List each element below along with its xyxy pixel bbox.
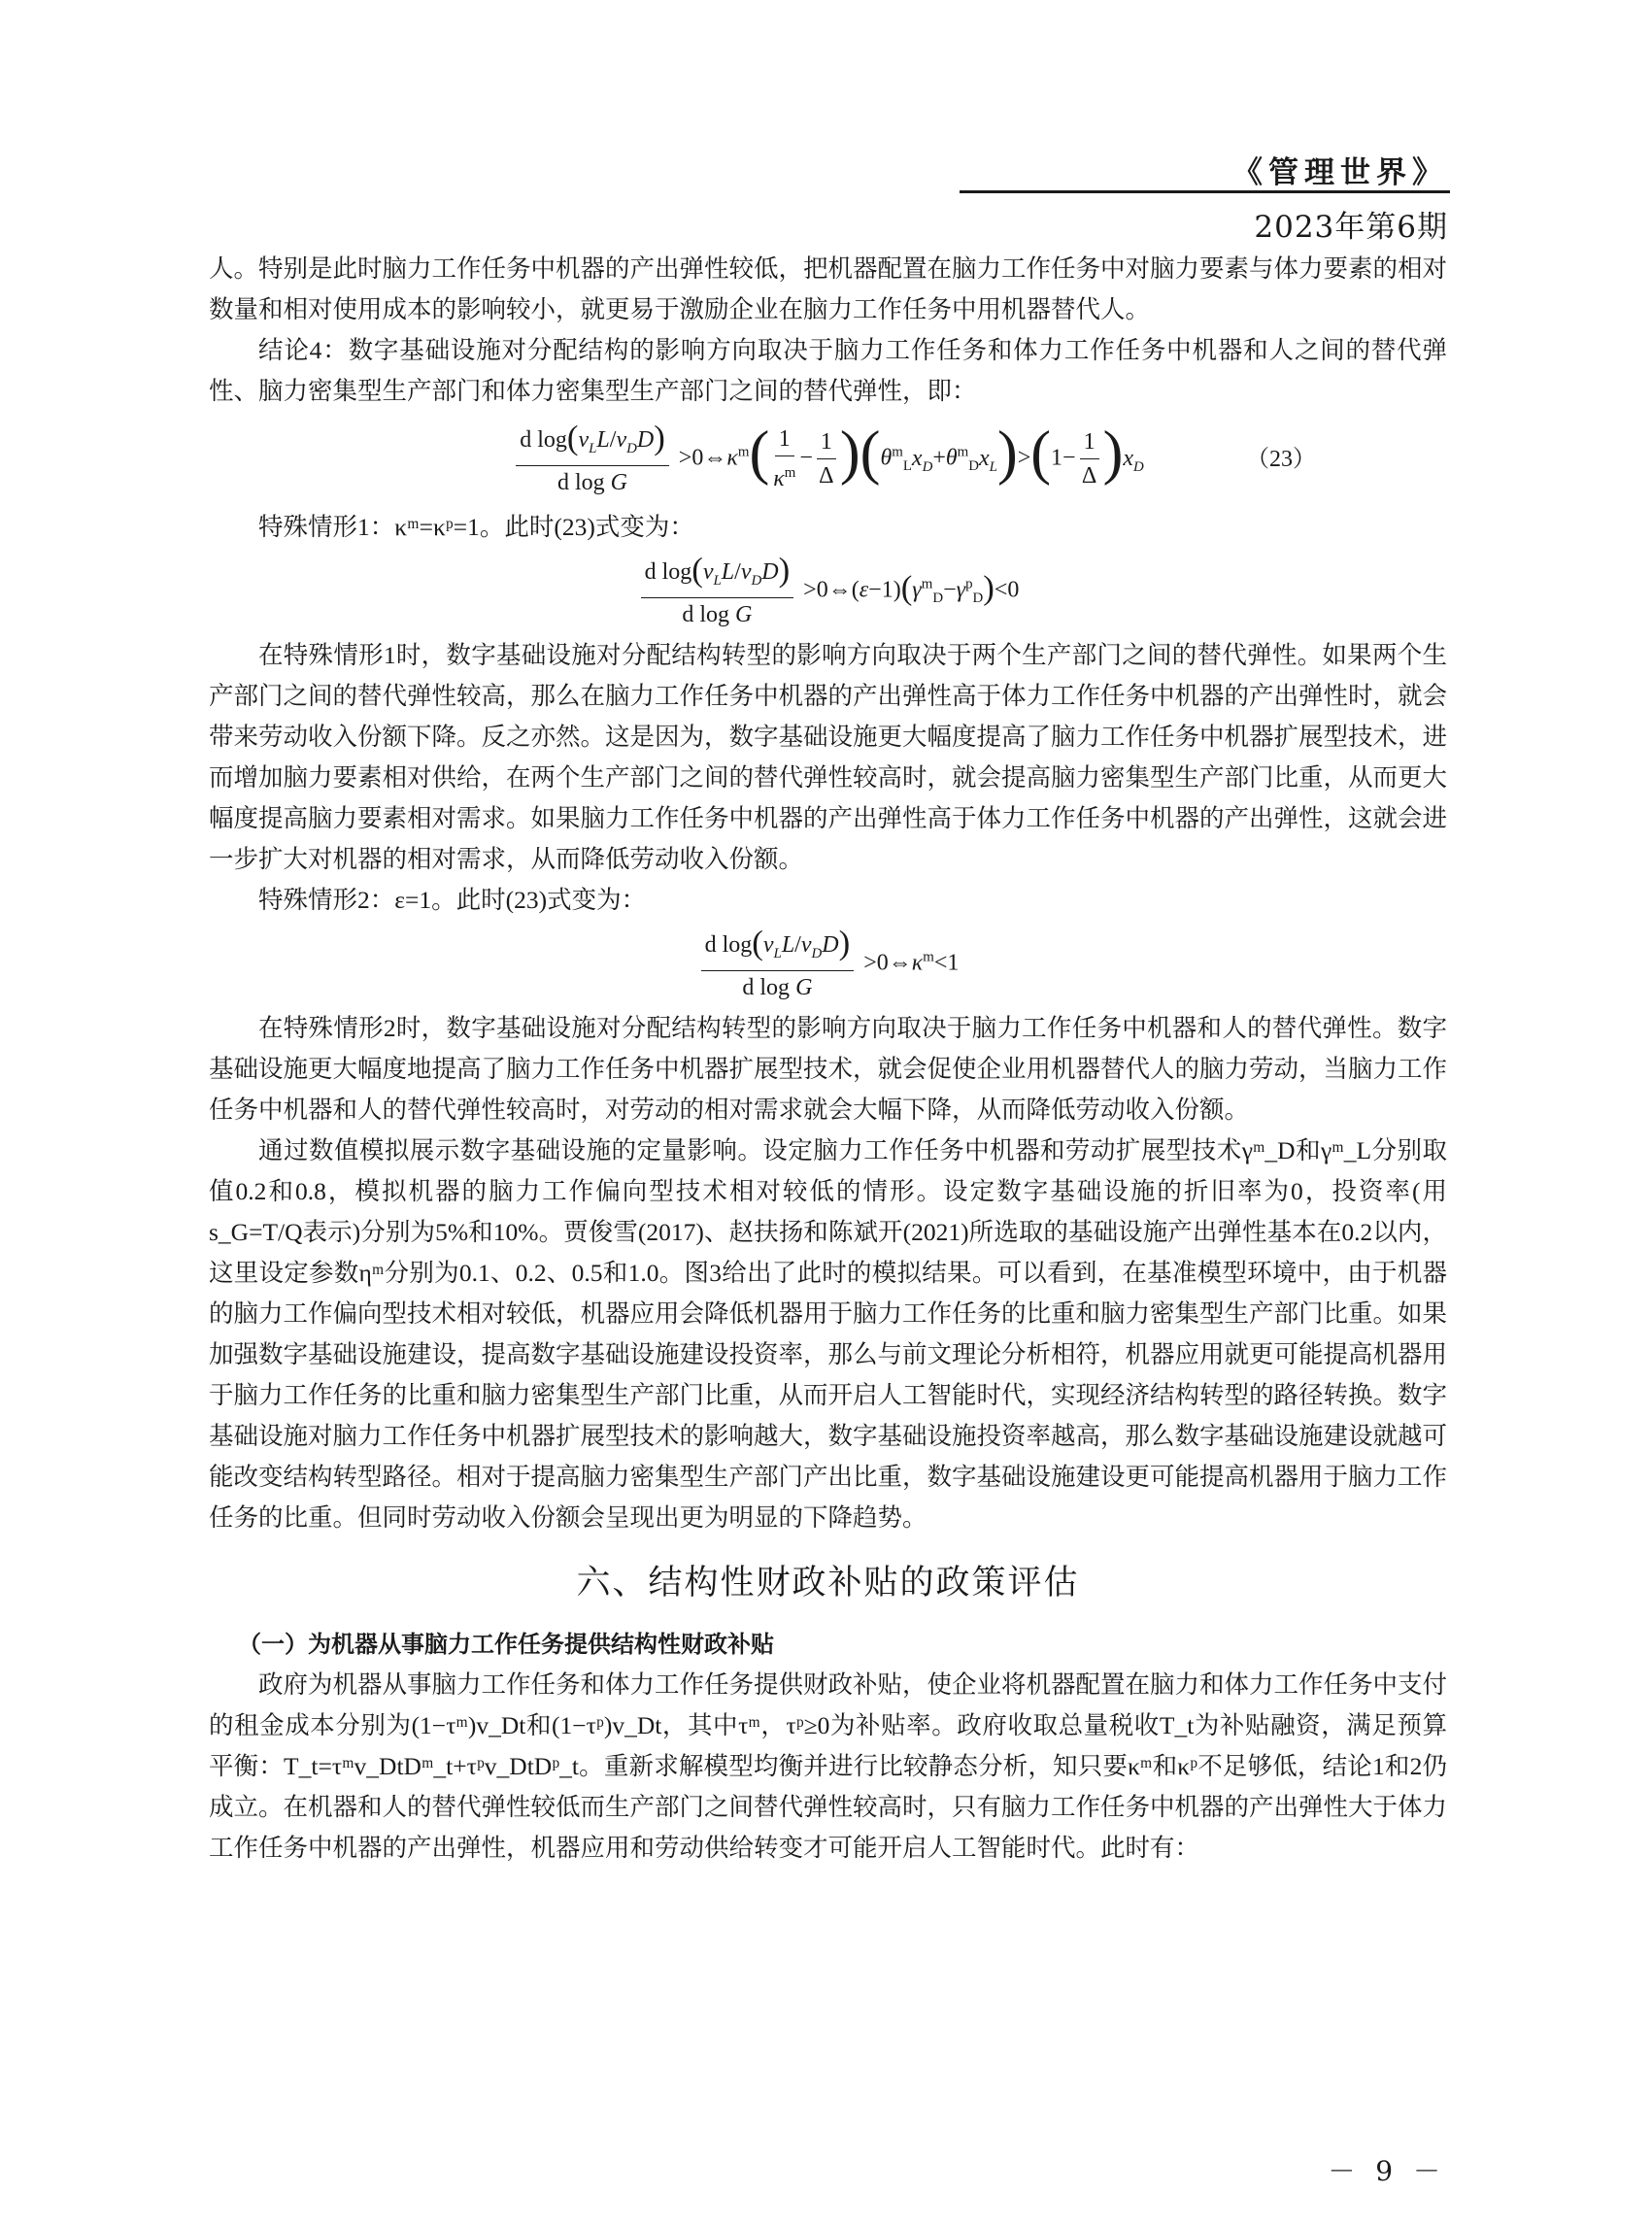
issue-label: 2023年第6期 <box>1254 210 1448 245</box>
paragraph: 在特殊情形1时，数字基础设施对分配结构转型的影响方向取决于两个生产部门之间的替代弹性。如果两个生产部门之间的替代弹性较高，那么在脑力工作任务中机器的产出弹性高于体力工作任务中机器的产出弹性时，就会带来劳动收入份额下降。反之亦然。这是因为，数字基础设施更大幅度提高了脑力工作任务中机器扩展型技术，进而增加脑力要素相对供给，在两个生产部门之间的替代弹性较高时，就会提高脑力密集型生产部门比重，从而更大幅度提高脑力要素相对需求。如果脑力工作任务中机器的产出弹性高于体力工作任务中机器的产出弹性，这就会进一步扩大对机器的相对需求，从而降低劳动收入份额。 <box>209 641 1448 873</box>
journal-title: 《管理世界》 <box>1232 155 1448 190</box>
header-rule <box>960 190 1450 193</box>
paragraph-special-case-1: 特殊情形1：κᵐ=κᵖ=1。此时(23)式变为： <box>258 513 694 541</box>
paragraph-special-case-2: 特殊情形2：ε=1。此时(23)式变为： <box>258 886 647 914</box>
equation-case2-text: $\frac{d \log(v_LL/v_DD)}{\text{d log G}}$ $>0\Leftrightarrow\kappa^m<1$ <box>697 927 960 1002</box>
paragraph: 人。特别是此时脑力工作任务中机器的产出弹性较低，把机器配置在脑力工作任务中对脑力要素与体力要素的相对数量和相对使用成本的影响较小，就更易于激励企业在脑力工作任务中用机器替代人。 <box>209 254 1448 323</box>
equation-23-text: $\frac{d \log(v_LL/v_DD)}{\text{d log G}}$ $>0\Leftrightarrow\kappa^m$( $\frac{1}{\kappa^m}$ − $\frac{1}{\Delta}$ )$(\theta^m_Lx_D+\theta^m_Dx_L)>(1-$ $\frac{1}{\Delta}$ )$x_D$ <box>512 422 1144 497</box>
subsection-title: （一）为机器从事脑力工作任务提供结构性财政补贴 <box>238 1631 774 1658</box>
paragraph: 政府为机器从事脑力工作任务和体力工作任务提供财政补贴，使企业将机器配置在脑力和体力工作任务中支付的租金成本分别为(1−τᵐ)v_Dt和(1−τᵖ)v_Dt，其中τᵐ，τᵖ≥0为补贴率。政府收取总量税收T_t为补贴融资，满足预算平衡：T_t=τᵐv_DtDᵐ_t+τᵖv_DtDᵖ_t。重新求解模型均衡并进行比较静态分析，知只要κᵐ和κᵖ不足够低，结论1和2仍成立。在机器和人的替代弹性较低而生产部门之间替代弹性较高时，只有脑力工作任务中机器的产出弹性大于体力工作任务中机器的产出弹性，机器应用和劳动供给转变才可能开启人工智能时代。此时有： <box>209 1670 1448 1862</box>
paragraph: 在特殊情形2时，数字基础设施对分配结构转型的影响方向取决于脑力工作任务中机器和人的替代弹性。数字基础设施更大幅度地提高了脑力工作任务中机器扩展型技术，就会促使企业用机器替代人的脑力劳动，当脑力工作任务中机器和人的替代弹性较高时，对劳动的相对需求就会大幅下降，从而降低劳动收入份额。 <box>209 1014 1448 1124</box>
equation-special-case-1 <box>209 548 1447 635</box>
equation-number: （23） <box>1246 447 1316 472</box>
equation-23 <box>209 412 1447 507</box>
equation-special-case-2 <box>209 921 1447 1008</box>
paragraph-conclusion-4: 结论4：数字基础设施对分配结构的影响方向取决于脑力工作任务和体力工作任务中机器和人之间的替代弹性、脑力密集型生产部门和体力密集型生产部门之间的替代弹性，即： <box>209 336 1447 405</box>
page-number: － 9 － <box>1328 2155 1446 2187</box>
paragraph-simulation: 通过数值模拟展示数字基础设施的定量影响。设定脑力工作任务中机器和劳动扩展型技术γᵐ_D和γᵐ_L分别取值0.2和0.8，模拟机器的脑力工作偏向型技术相对较低的情形。设定数字基础设施的折旧率为0，投资率(用s_G=T/Q表示)分别为5%和10%。贾俊雪(2017)、赵扶扬和陈斌开(2021)所选取的基础设施产出弹性基本在0.2以内，这里设定参数ηᵐ分别为0.1、0.2、0.5和1.0。图3给出了此时的模拟结果。可以看到，在基准模型环境中，由于机器的脑力工作偏向型技术相对较低，机器应用会降低机器用于脑力工作任务的比重和脑力密集型生产部门比重。如果加强数字基础设施建设，提高数字基础设施建设投资率，那么与前文理论分析相符，机器应用就更可能提高机器用于脑力工作任务的比重和脑力密集型生产部门比重，从而开启人工智能时代，实现经济结构转型的路径转换。数字基础设施对脑力工作任务中机器扩展型技术的影响越大，数字基础设施投资率越高，那么数字基础设施建设就越可能改变结构转型路径。相对于提高脑力密集型生产部门产出比重，数字基础设施建设更可能提高机器用于脑力工作任务的比重。但同时劳动收入份额会呈现出更为明显的下降趋势。 <box>209 1136 1448 1532</box>
section-title: 六、结构性财政补贴的政策评估 <box>576 1564 1080 1602</box>
article-body <box>209 249 1447 1869</box>
equation-case1-text: $\frac{d \log(v_LL/v_DD)}{\text{d log G}}$ $>0\Leftrightarrow(\varepsilon-1)(\gamma^m_D-\gamma^p_D)<0$ <box>637 554 1020 629</box>
